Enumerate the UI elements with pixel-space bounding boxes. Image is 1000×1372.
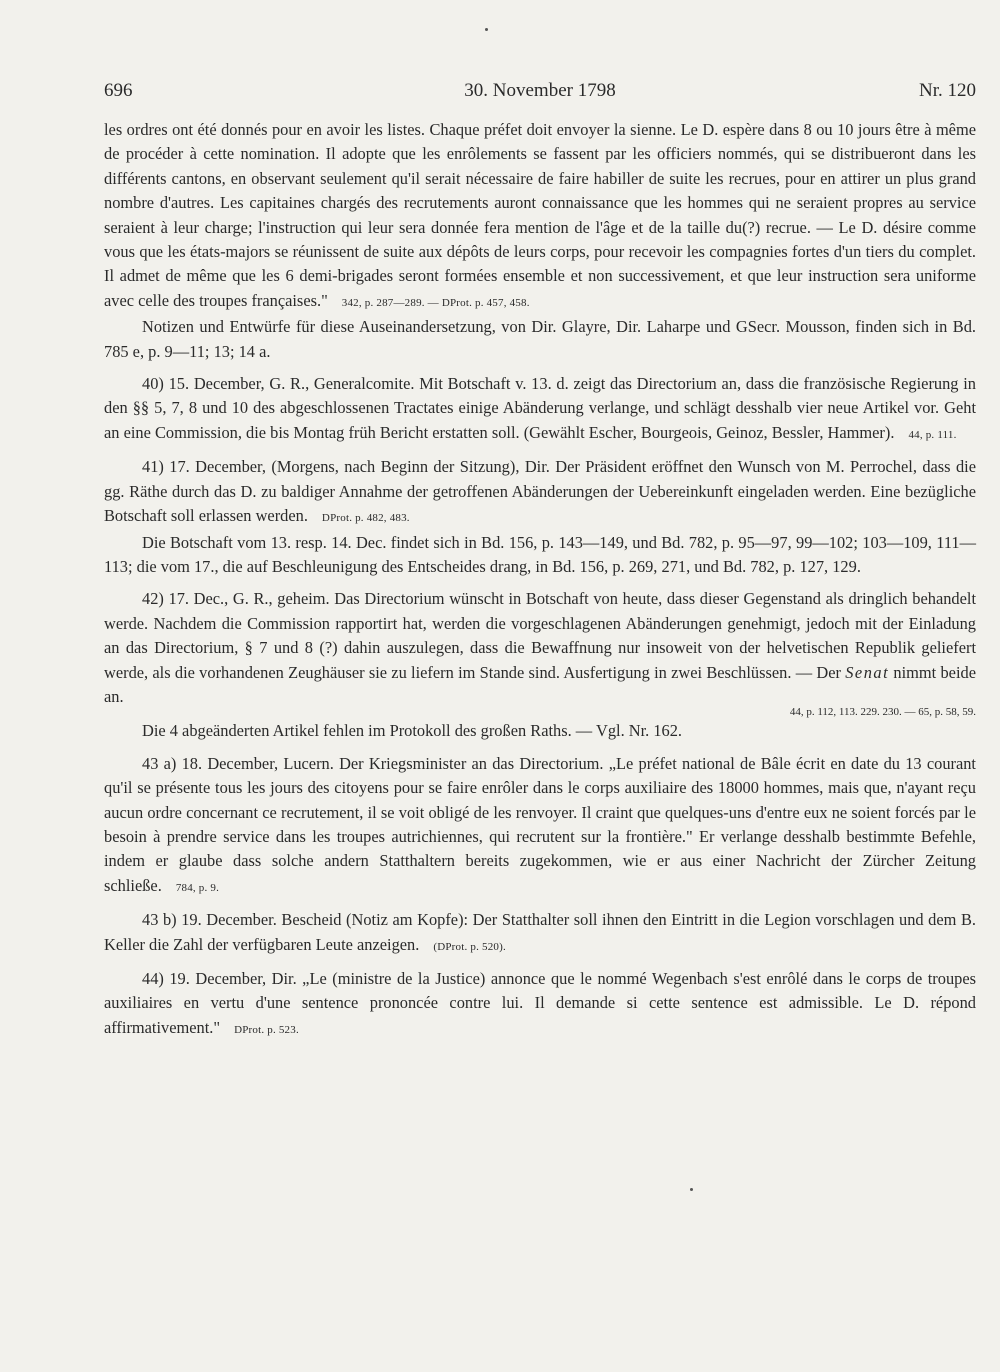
source-reference: 44, p. 112, 113. 229. 230. — 65, p. 58, 59. xyxy=(789,706,976,719)
paragraph-text: Die 4 abgeänderten Artikel fehlen im Protokoll des großen Raths. — Vgl. Nr. 162. xyxy=(142,721,683,741)
paragraph-text: 43 a) 18. December, Lucern. Der Kriegsminister an das Directorium. „Le préfet national de Bâle écrit en date du 13 courant qu'il se présente tous les jours des citoyens pour se faire enrôler dans le corps auxiliaire des 18000 hommes, mais que, n'ayant reçu aucun ordre concernant ce recrutement, il se voit obligé de les renvoyer. Il craint que quelques-uns d'entre eux ne soient forcés par le besoin à prendre service dans les troupes autrichiennes, qui recrutent sur la frontière." Er verlange desshalb bestimmte Befehle, indem er glaube dass solche andern Statthaltern bereits zugekommen, wie er aus einer Nachricht der Zürcher Zeitung schließe. xyxy=(104,753,976,895)
source-reference: DProt. p. 523. xyxy=(234,1023,299,1036)
paragraph-note xyxy=(104,315,976,364)
paragraph-entry-40 xyxy=(104,372,976,447)
paragraph-text: Die Botschaft vom 13. resp. 14. Dec. findet sich in Bd. 156, p. 143—149, und Bd. 782, p. 95—97, 99—102; 103—109, 111—113; die vom 17., die auf Beschleunigung des Entscheides drang, in Bd. 156, p. 269, 271, und Bd. 782, p. 127, 129. xyxy=(104,532,976,576)
paragraph-note xyxy=(104,719,976,743)
paragraph-note xyxy=(104,531,976,580)
page-number: 696 xyxy=(104,80,133,101)
paragraph-text: 40) 15. December, G. R., Generalcomite. Mit Botschaft v. 13. d. zeigt das Directorium an, dass die französische Regierung in den §§ 5, 7, 8 und 10 des abgeschlossenen Tractates einige Abänderung verlange, und schlägt desshalb vier neue Artikel vor. Geht an eine Commission, die bis Montag früh Bericht erstatten soll. (Gewählt Escher, Bourgeois, Geinoz, Bessler, Hammer). xyxy=(104,374,976,442)
paragraph-text: 41) 17. December, (Morgens, nach Beginn der Sitzung), Dir. Der Präsident eröffnet den Wunsch von M. Perrochel, dass die gg. Räthe durch das D. zu baldiger Annahme der getroffenen Abänderungen der Uebereinkunft eingeladen werden. Eine bezügliche Botschaft soll erlassen werden. xyxy=(104,457,976,526)
page-header xyxy=(104,80,976,110)
paragraph-continuation xyxy=(104,118,976,315)
print-speck xyxy=(690,1188,693,1191)
source-reference: DProt. p. 482, 483. xyxy=(321,512,410,525)
paragraph-text: 42) 17. Dec., G. R., geheim. Das Directorium wünscht in Botschaft von heute, dass dieser Gegenstand als dringlich behandelt werde. Nachdem die Commission rapportirt hat, werden die vorgeschlagenen Abänderungen genehmigt, jedoch mit der Einladung an das Directorium, § 7 und 8 (?) dahin auszulegen, dass die Bewaffnung nur insoweit von der helvetischen Republik geliefert werde, als die vorhandenen Zeughäuser sie zu liefern im Stande sind. Ausfertigung in zwei Beschlüssen. — Der xyxy=(104,589,976,682)
paragraph-entry-41 xyxy=(104,455,976,530)
paragraph-entry-42 xyxy=(104,587,976,709)
paragraph-text: nimmt beide an. xyxy=(104,662,976,706)
paragraph-text: 43 b) 19. December. Bescheid (Notiz am Kopfe): Der Statthalter soll ihnen den Eintritt in die Legion vorschlagen und dem B. Keller die Zahl der verfügbaren Leute anzeigen. xyxy=(104,910,976,954)
source-reference: 44, p. 111. xyxy=(908,428,957,441)
paragraph-entry-43b xyxy=(104,908,976,959)
header-date: 30. November 1798 xyxy=(464,80,616,101)
paragraph-text: Notizen und Entwürfe für diese Auseinandersetzung, von Dir. Glayre, Dir. Laharpe und GSecr. Mousson, finden sich in Bd. 785 e, p. 9—11; 13; 14 a. xyxy=(104,317,976,361)
paragraph-entry-43a xyxy=(104,752,976,900)
source-reference: 784, p. 9. xyxy=(175,881,220,894)
paragraph-text: les ordres ont été donnés pour en avoir les listes. Chaque préfet doit envoyer la sienne. Le D. espère dans 8 ou 10 jours être à même de procéder à cette nomination. Il adopte que les enrôlements se fassent par les officiers nommés, qui se distribueront dans les différents cantons, en observant seulement qu'il serait nécessaire de faire habiller de suite les recrues, pour en attirer un plus grand nombre d'autres. Les capitaines chargés des recrutements auront connaissance que les hommes qui ne seraient propres au service seraient à leur charge; l'instruction qui leur sera donnée fera mention de l'âge et de la taille du(?) recrue. — Le D. désire comme vous que les états-majors se réunissent de suite aux dépôts de leurs corps, pour recevoir les compagnies fortes d'un tiers du complet. Il admet de même que les 6 demi-brigades seront formées ensemble et non successivement, et que leur instruction sera uniforme avec celle des troupes françaises." xyxy=(104,120,976,310)
document-number: Nr. 120 xyxy=(919,80,976,101)
page-body xyxy=(104,118,976,1042)
print-speck xyxy=(485,28,488,31)
paragraph-text: 44) 19. December, Dir. „Le (ministre de la Justice) annonce que le nommé Wegenbach s'est enrôlé dans le corps de troupes auxiliaires en vertu d'une sentence prononcée contre lui. Il demande si cette sentence est admissible. Le D. répond affirmativement." xyxy=(104,969,976,1037)
emphasis-senat: Senat xyxy=(845,662,890,682)
source-reference: (DProt. p. 520). xyxy=(433,940,506,953)
source-reference: 342, p. 287—289. — DProt. p. 457, 458. xyxy=(341,296,530,309)
paragraph-entry-44 xyxy=(104,967,976,1042)
source-reference-line xyxy=(104,705,976,719)
